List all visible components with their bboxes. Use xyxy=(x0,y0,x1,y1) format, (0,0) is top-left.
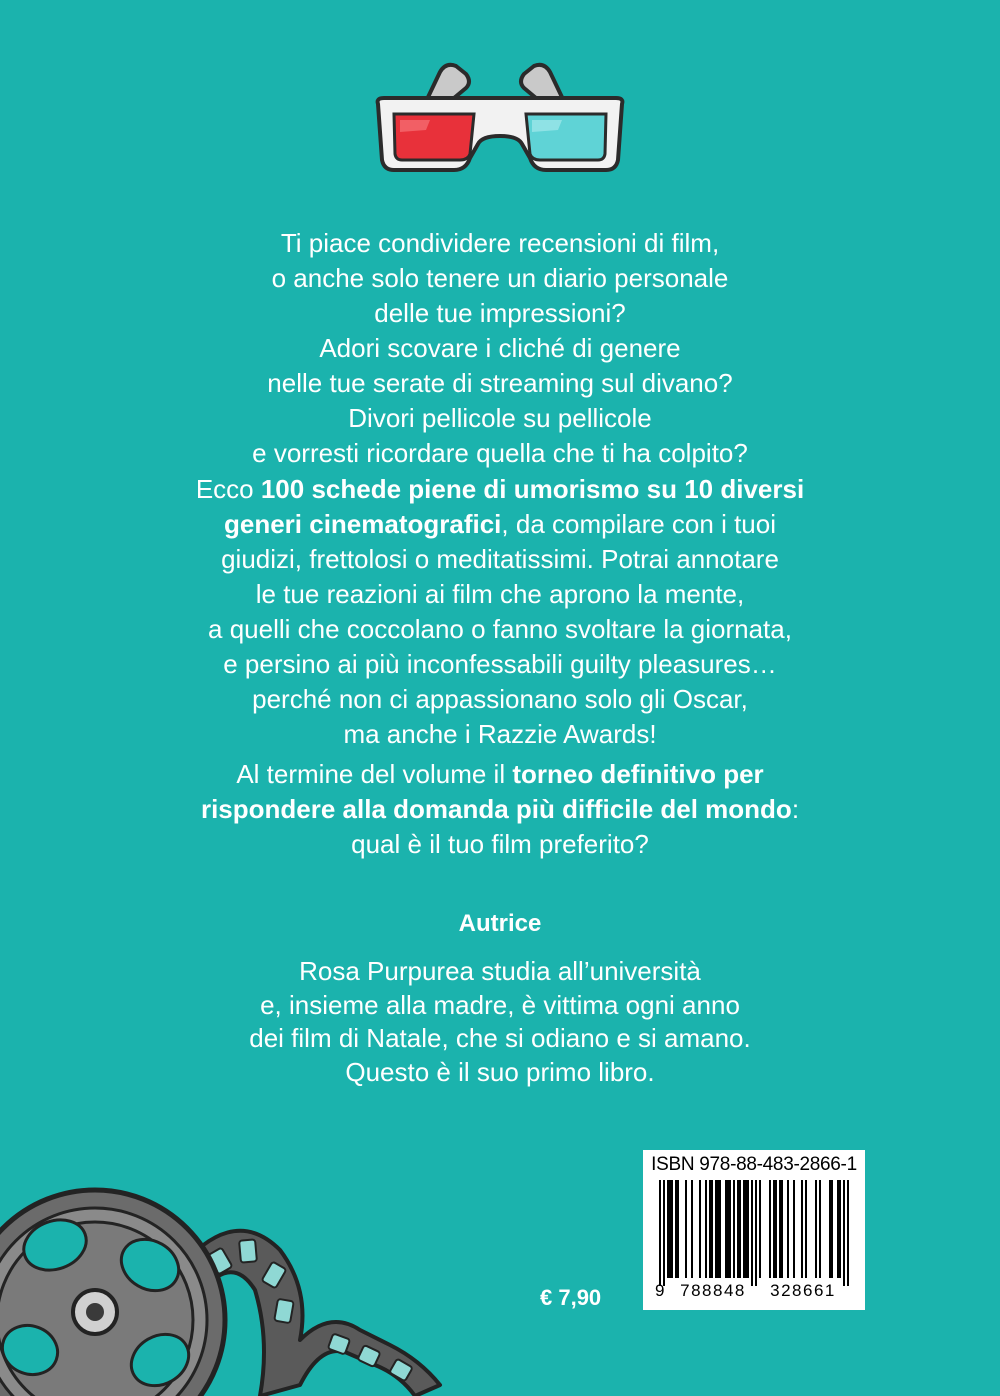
description-text: , da compilare con i tuoi xyxy=(501,509,776,539)
highlight-text: rispondere alla domanda più difficile del mondo xyxy=(200,794,792,824)
barcode-bar xyxy=(773,1180,775,1278)
ean-right-digits: 328661 xyxy=(770,1281,836,1300)
description-line: a quelli che coccolano o fanno svoltare la giornata, xyxy=(208,614,792,644)
barcode-bar xyxy=(743,1180,745,1278)
barcode-bar xyxy=(675,1180,677,1278)
barcode-guard-bar xyxy=(755,1180,757,1286)
barcode-bar xyxy=(837,1180,839,1278)
barcode xyxy=(643,1150,865,1310)
barcode-bar xyxy=(677,1180,679,1278)
barcode-bar xyxy=(667,1180,669,1278)
barcode-bar xyxy=(787,1180,789,1278)
description-line: perché non ci appassionano solo gli Oscar, xyxy=(252,684,748,714)
barcode-bar xyxy=(801,1180,803,1278)
ean-left-digits: 788848 xyxy=(680,1281,746,1300)
barcode-bar xyxy=(715,1180,717,1278)
barcode-guard-bar xyxy=(659,1180,661,1286)
barcode-bar xyxy=(685,1180,687,1278)
barcode-bar xyxy=(729,1180,731,1278)
barcode-bar xyxy=(829,1180,831,1278)
barcode-bar xyxy=(793,1180,795,1278)
description-line: ma anche i Razzie Awards! xyxy=(343,719,657,749)
barcode-bar xyxy=(779,1180,781,1278)
barcode-bar xyxy=(815,1180,817,1278)
barcode-bar xyxy=(769,1180,771,1278)
barcode-bar xyxy=(727,1180,729,1278)
barcode-bar xyxy=(819,1180,821,1278)
barcode-bar xyxy=(759,1180,761,1278)
film-reel-icon xyxy=(0,1140,460,1396)
barcode-bar xyxy=(669,1180,671,1278)
intro-line: delle tue impressioni? xyxy=(374,298,626,328)
barcode-bar xyxy=(671,1180,673,1278)
author-line: e, insieme alla madre, è vittima ogni anno xyxy=(260,989,740,1020)
barcode-bar xyxy=(699,1180,701,1278)
highlight-text: 100 schede piene di umorismo su 10 diversi xyxy=(260,474,805,504)
intro-paragraph xyxy=(100,226,900,471)
barcode-guard-bar xyxy=(847,1180,849,1286)
3d-glasses-icon xyxy=(370,52,630,182)
barcode-bar xyxy=(705,1180,707,1278)
barcode-bar xyxy=(739,1180,741,1278)
barcode-bar xyxy=(775,1180,777,1278)
barcode-bar xyxy=(725,1180,727,1278)
tournament-question: qual è il tuo film preferito? xyxy=(351,829,649,859)
barcode-bar xyxy=(709,1180,711,1278)
author-bio xyxy=(100,955,900,1089)
description-paragraph xyxy=(100,472,900,752)
barcode-bar xyxy=(737,1180,739,1278)
barcode-bar xyxy=(831,1180,833,1278)
barcode-guard-bar xyxy=(663,1180,665,1286)
barcode-bar xyxy=(805,1180,807,1278)
description-line: le tue reazioni ai film che aprono la mente, xyxy=(255,579,745,609)
barcode-guard-bar xyxy=(843,1180,845,1286)
ean-first-digit: 9 xyxy=(655,1281,665,1300)
barcode-bar xyxy=(711,1180,713,1278)
intro-line: o anche solo tenere un diario personale xyxy=(271,263,729,293)
highlight-text: torneo definitivo per xyxy=(512,759,764,789)
description-prefix: Ecco xyxy=(195,474,261,504)
isbn-label: ISBN 978-88-483-2866-1 xyxy=(651,1154,857,1175)
intro-line: nelle tue serate di streaming sul divano? xyxy=(267,368,733,398)
intro-line: Ti piace condividere recensioni di film, xyxy=(280,228,720,258)
barcode-bar xyxy=(733,1180,735,1278)
intro-line: e vorresti ricordare quella che ti ha colpito? xyxy=(252,438,748,468)
barcode-bar xyxy=(745,1180,747,1278)
price-label: € 7,90 xyxy=(540,1285,602,1310)
barcode-bar xyxy=(691,1180,693,1278)
barcode-guard-bar xyxy=(751,1180,753,1286)
author-line: dei film di Natale, che si odiano e si amano. xyxy=(249,1023,751,1053)
barcode-bar xyxy=(747,1180,749,1278)
barcode-bar xyxy=(781,1180,783,1278)
tournament-suffix: : xyxy=(791,794,800,824)
highlight-text: generi cinematografici xyxy=(223,509,502,539)
tournament-paragraph xyxy=(100,757,900,862)
description-line: e persino ai più inconfessabili guilty pleasures… xyxy=(223,649,777,679)
author-line: Rosa Purpurea studia all’università xyxy=(299,956,701,986)
barcode-bar xyxy=(719,1180,721,1278)
intro-line: Adori scovare i cliché di genere xyxy=(319,333,681,363)
barcode-bar xyxy=(717,1180,719,1278)
author-heading: Autrice xyxy=(458,910,542,937)
tournament-prefix: Al termine del volume il xyxy=(236,759,513,789)
description-line: giudizi, frettolosi o meditatissimi. Potrai annotare xyxy=(221,544,779,574)
barcode-bar xyxy=(839,1180,841,1278)
author-line: Questo è il suo primo libro. xyxy=(345,1056,655,1087)
intro-line: Divori pellicole su pellicole xyxy=(348,403,652,433)
